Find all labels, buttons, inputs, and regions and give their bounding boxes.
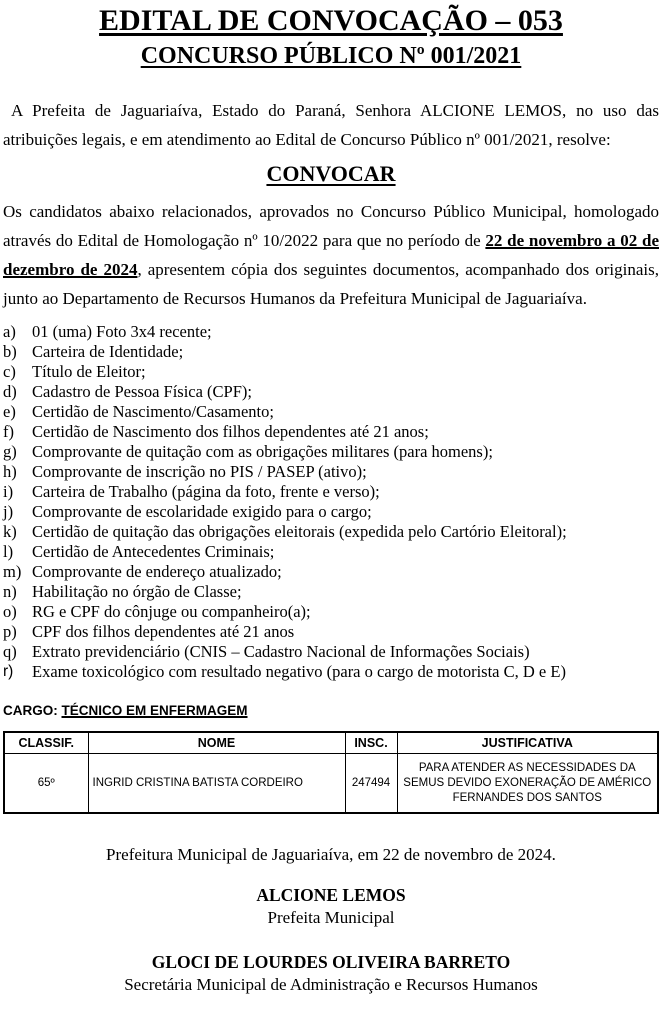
document-title: EDITAL DE CONVOCAÇÃO – 053 [99,4,563,37]
document-list-item [3,442,659,462]
document-list-text: Certidão de Antecedentes Criminais; [32,542,275,562]
document-subtitle: CONCURSO PÚBLICO Nº 001/2021 [140,42,522,69]
document-list-text: Certidão de Nascimento/Casamento; [32,402,274,422]
document-list-text: Exame toxicológico com resultado negativo (para o cargo de motorista C, D e E) [32,662,566,682]
signature-role-secretaria: Secretária Municipal de Administração e Recursos Humanos [124,975,538,995]
document-list-letter: h) [3,462,17,482]
document-list-item [3,362,659,382]
document-list-text: Comprovante de escolaridade exigido para o cargo; [32,502,372,522]
document-list-item [3,502,659,522]
document-list-item [3,602,659,622]
dateline: Prefeitura Municipal de Jaguariaíva, em 22 de novembro de 2024. [106,845,556,865]
document-list-text: Habilitação no órgão de Classe; [32,582,242,602]
document-list-letter: d) [3,382,17,402]
document-list-letter: p) [3,622,17,642]
signature-role-prefeita: Prefeita Municipal [267,908,395,928]
cargo-label: CARGO: [3,703,62,719]
document-list-letter: i) [3,482,14,502]
document-list-item [3,382,659,402]
table-header-nome: NOME [88,732,345,753]
document-list-letter: a) [3,322,16,342]
table-row [4,753,658,813]
document-list-letter: f) [3,422,14,442]
document-list-item [3,542,659,562]
document-list-text: 01 (uma) Foto 3x4 recente; [32,322,212,342]
document-list-item [3,662,659,682]
document-list-item [3,562,659,582]
document-list-letter: k) [3,522,17,542]
cargo-line [3,703,659,718]
document-list-text: Extrato previdenciário (CNIS – Cadastro Nacional de Informações Sociais) [32,642,530,662]
table-header-row [4,732,658,753]
document-list-text: Comprovante de inscrição no PIS / PASEP (ativo); [32,462,367,482]
cargo-value: TÉCNICO EM ENFERMAGEM [61,703,248,719]
document-list-letter: n) [3,582,17,602]
signature-block-prefeita [3,885,659,928]
document-list-text: Título de Eleitor; [32,362,146,382]
document-list-item [3,482,659,502]
convocation-period-emphasis: 22 de novembro a 02 de dezembro de 2024 [3,231,659,280]
document-list-letter: q) [3,642,17,662]
signature-name-secretaria: GLOCI DE LOURDES OLIVEIRA BARRETO [151,952,511,973]
document-list-text: Carteira de Identidade; [32,342,184,362]
signature-block-secretaria [3,952,659,995]
document-list-item [3,462,659,482]
document-list-item [3,522,659,542]
document-list-text: Certidão de Nascimento dos filhos dependentes até 21 anos; [32,422,429,442]
document-list-text: Carteira de Trabalho (página da foto, frente e verso); [32,482,380,502]
document-list-letter: b) [3,342,17,362]
document-list-letter: e) [3,402,16,422]
document-checklist [3,322,659,682]
document-list-letter: m) [3,562,22,582]
document-list-letter: j) [3,502,14,522]
cell-justificativa: PARA ATENDER AS NECESSIDADES DA SEMUS DEVIDO EXONERAÇÃO DE AMÉRICO FERNANDES DOS SANTOS [397,753,658,813]
cell-classif: 65º [4,753,88,813]
convocation-paragraph [3,197,659,313]
document-list-item [3,582,659,602]
document-list-text: Comprovante de endereço atualizado; [32,562,282,582]
table-header-justificativa: JUSTIFICATIVA [397,732,658,753]
cell-nome: INGRID CRISTINA BATISTA CORDEIRO [88,753,345,813]
candidates-table-head [4,732,658,753]
document-list-text: CPF dos filhos dependentes até 21 anos [32,622,295,642]
document-list-text: RG e CPF do cônjuge ou companheiro(a); [32,602,311,622]
table-header-insc: INSC. [345,732,397,753]
document-list-text: Certidão de quitação das obrigações eleitorais (expedida pelo Cartório Eleitoral); [32,522,567,542]
document-list-letter: c) [3,362,16,382]
cell-insc: 247494 [345,753,397,813]
document-list-text: Comprovante de quitação com as obrigações militares (para homens); [32,442,493,462]
convocar-heading: CONVOCAR [266,160,396,186]
document-list-letter: r) [3,663,14,681]
document-list-letter: o) [3,602,17,622]
document-list-letter: l) [3,542,14,562]
document-list-text: Cadastro de Pessoa Física (CPF); [32,382,252,402]
candidates-table [3,731,659,814]
convocation-text-before: Os candidatos abaixo relacionados, aprovados no Concurso Público Municipal, homologado através do Edital de Homologação nº 10/2022 para que no período de [3,202,659,251]
document-list-item [3,642,659,662]
document-list-item [3,402,659,422]
candidates-table-body [4,753,658,813]
convocation-text-after: , apresentem cópia dos seguintes documentos, acompanhado dos originais, junto ao Departamento de Recursos Humanos da Prefeitura Municipal de Jaguariaíva. [3,260,659,309]
signature-name-prefeita: ALCIONE LEMOS [256,885,406,906]
document-list-letter: g) [3,442,17,462]
document-list-item [3,322,659,342]
document-list-item [3,342,659,362]
document-list-item [3,622,659,642]
intro-paragraph: A Prefeita de Jaguariaíva, Estado do Paraná, Senhora ALCIONE LEMOS, no uso das atribuições legais, e em atendimento ao Edital de Concurso Público nº 001/2021, resolve: [3,100,659,149]
document-list-item [3,422,659,442]
table-header-classif: CLASSIF. [4,732,88,753]
